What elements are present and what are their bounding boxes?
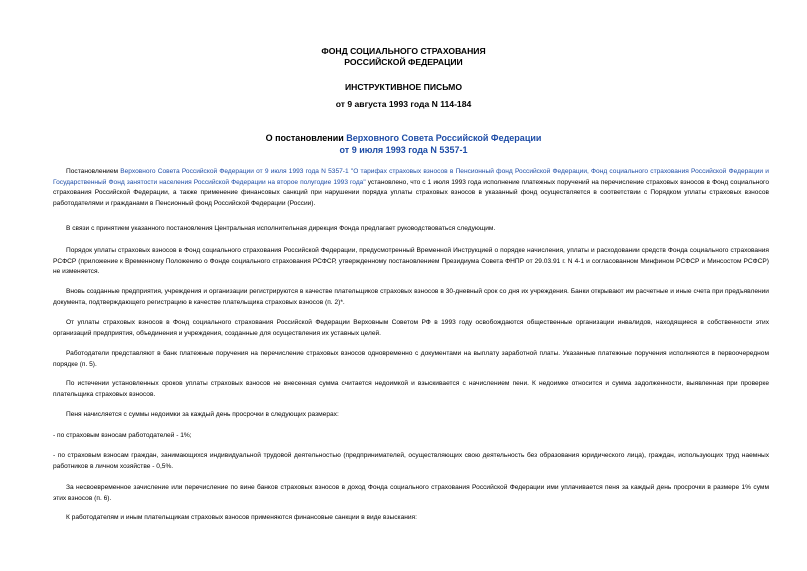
paragraph-6: Работодатели представляют в банк платежные поручения на перечисление страховых взносов одновременно с документами на выплату заработной платы. Указанные платежные поручения исполняются в первоочередном порядке (п. 5). (53, 350, 769, 368)
title-prefix: О постановлении (265, 133, 347, 143)
paragraph-9: - по страховым взносам работодателей - 1%; (53, 432, 192, 439)
paragraph-2: В связи с принятием указанного постановления Центральная исполнительная дирекция Фонда предлагает руководствоваться следующим. (66, 225, 496, 232)
paragraph-1 (53, 167, 769, 209)
resolution-link[interactable]: Верховного Совета Российской Федерации от 9 июля 1993 года N 5357-1 "О тарифах страховых взносов в Пенсионный фонд Российской Федерации, Фонд социального страхования Российской Федерации и Государственный Фонд занятости населения Российской Федерации на второе полугодие 1993 года" (53, 168, 769, 186)
paragraph-11: За несвоевременное зачисление или перечисление по вине банков страховых взносов в доход Фонда социального страхования Российской Федерации ими уплачивается пеня за каждый день просрочки в размере 1% сумм этих взносов (п. 6). (53, 484, 769, 502)
paragraph-12: К работодателям и иным плательщикам страховых взносов применяются финансовые санкции в виде взыскания: (66, 514, 417, 521)
title-link-line2[interactable]: от 9 июля 1993 года N 5357-1 (339, 145, 468, 155)
document-type: ИНСТРУКТИВНОЕ ПИСЬМО (344, 82, 463, 92)
document-header (0, 46, 807, 68)
document-date-number: от 9 августа 1993 года N 114-184 (335, 99, 472, 109)
paragraph-5: От уплаты страховых взносов в Фонд социального страхования Российской Федерации Верховным Советом РФ в 1993 году освобождаются общественные организации инвалидов, находящиеся в собственности этих организаций предприятия, объединения и учреждения, созданные для осуществления их уставных целей. (53, 319, 769, 337)
paragraph-1-rest: установлено, что с 1 июля 1993 года исполнение платежных поручений на перечисление страховых взносов в Фонд социального страхования Российской Федерации, а также применение финансовых санкций при нарушении порядка уплаты страховых взносов в указанный фонд осуществляется в соответствии с Порядком уплаты страховых взносов работодателями и гражданами в Пенсионный фонд Российской Федерации (России). (53, 178, 769, 207)
paragraph-10: - по страховым взносам граждан, занимающихся индивидуальной трудовой деятельностью (предпринимателей, осуществляющих свою деятельность без образования юридического лица), граждан, использующих труд наемных работников в личном хозяйстве - 0,5%. (53, 452, 769, 470)
document-title (0, 132, 807, 156)
paragraph-1-prefix: Постановлением (66, 168, 121, 175)
org-name-line2: РОССИЙСКОЙ ФЕДЕРАЦИИ (344, 57, 463, 67)
paragraph-7: По истечении установленных сроков уплаты страховых взносов не внесенная сумма считается недоимкой и взыскивается с начислением пени. К недоимке относится и сумма задолженности, выявленная при проверке плательщика страховых взносов. (53, 380, 769, 398)
paragraph-3: Порядок уплаты страховых взносов в Фонд социального страхования Российской Федерации, предусмотренный Временной Инструкцией о порядке начисления, уплаты и расходовании средств Фонда социального страхования РСФСР (приложение к Временному Положению о Фонде социального страхования РСФСР, утвержденному постановлением Президиума Совета ФНПР от 29.03.91 г. N 4-1 и согласованном Минфином РСФСР и Минсостом РСФСР) не изменяется. (53, 247, 769, 275)
org-name-line1: ФОНД СОЦИАЛЬНОГО СТРАХОВАНИЯ (321, 46, 486, 56)
title-link-line1[interactable]: Верховного Совета Российской Федерации (346, 133, 542, 143)
paragraph-4: Вновь созданные предприятия, учреждения и организации регистрируются в качестве плательщиков страховых взносов в 30-дневный срок со дня их учреждения. Банки открывают им расчетные и иные счета при предъявлении документа, подтверждающего регистрацию в качестве плательщика страховых взносов (п. 2)*. (53, 288, 769, 306)
paragraph-8: Пеня начисляется с суммы недоимки за каждый день просрочки в следующих размерах: (66, 411, 339, 418)
